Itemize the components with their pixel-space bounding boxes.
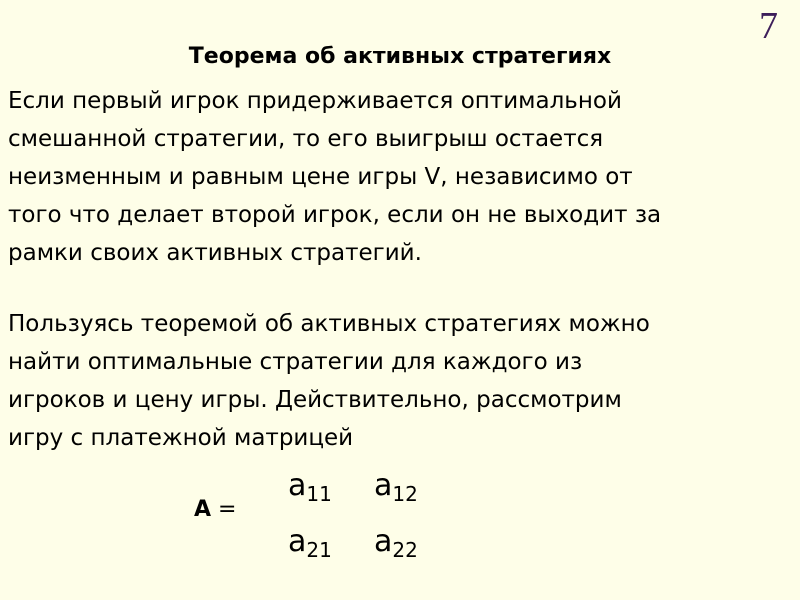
paragraph-line: Пользуясь теоремой об активных стратегиях можно [8, 311, 650, 337]
slide-number: 7 [759, 5, 778, 47]
paragraph-line: рамки своих активных стратегий. [8, 240, 422, 266]
matrix-label [194, 497, 236, 522]
application-paragraph [8, 305, 796, 457]
slide-title: Теорема об активных стратегиях [188, 44, 612, 69]
equals-sign: = [218, 497, 237, 522]
paragraph-line: Если первый игрок придерживается оптимальной [8, 88, 622, 114]
matrix-cell-a12: $a_{12}$ [374, 468, 418, 506]
payoff-matrix [288, 468, 460, 580]
paragraph-line: того что делает второй игрок, если он не выходит за [8, 202, 662, 228]
matrix-cell-a21: $a_{21}$ [288, 524, 332, 562]
theorem-paragraph [8, 82, 796, 272]
matrix-cell-a11: $a_{11}$ [288, 468, 332, 506]
matrix-name: A [194, 497, 212, 522]
paragraph-line: найти оптимальные стратегии для каждого из [8, 349, 583, 375]
matrix-cell-a22: $a_{22}$ [374, 524, 418, 562]
paragraph-line: смешанной стратегии, то его выигрыш остается [8, 126, 604, 152]
paragraph-line: неизменным и равным цене игры V, независимо от [8, 164, 633, 190]
paragraph-line: игру с платежной матрицей [8, 425, 354, 451]
paragraph-line: игроков и цену игры. Действительно, рассмотрим [8, 387, 622, 413]
